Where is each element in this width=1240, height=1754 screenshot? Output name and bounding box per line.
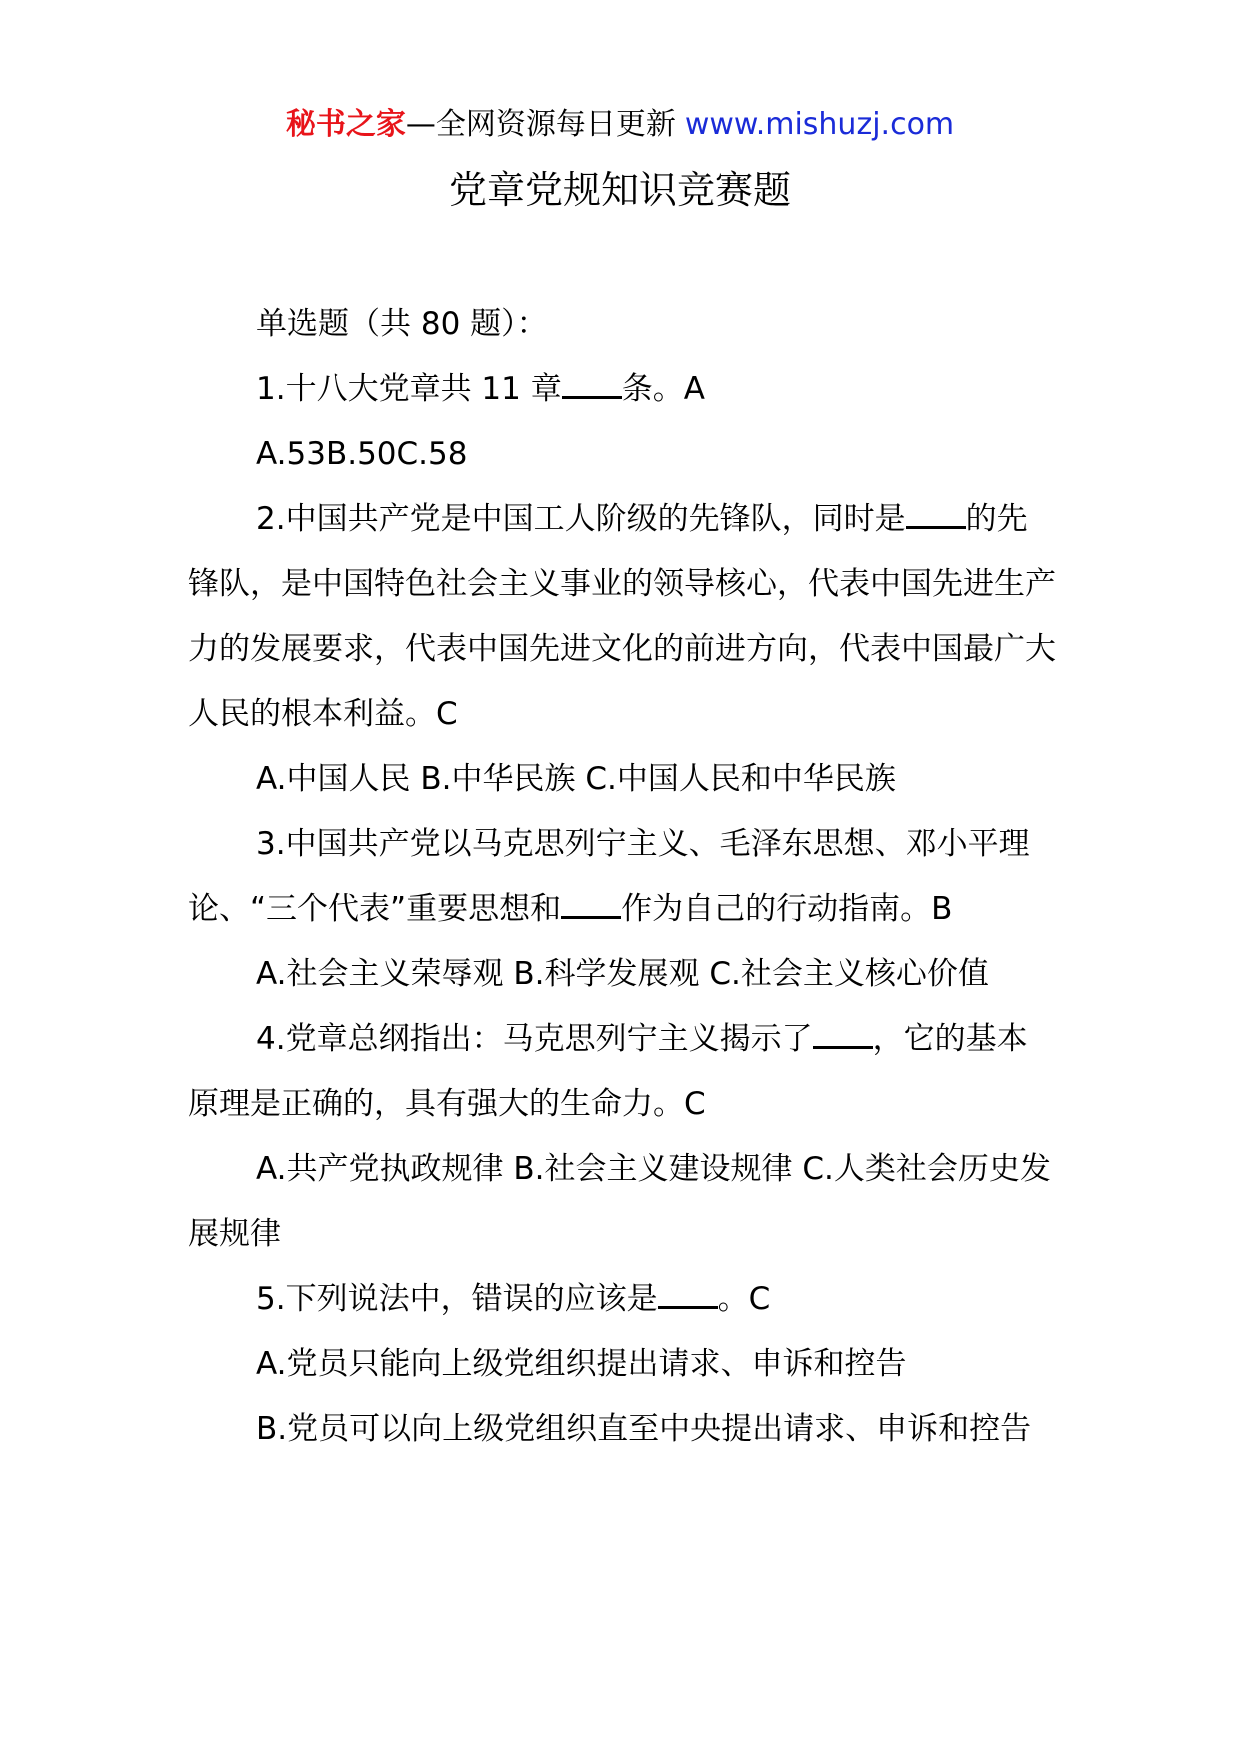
site-header [0,98,1240,152]
answer-blank [658,1275,718,1309]
answer-blank [813,1015,873,1049]
question-2-options: A.中国人民 B.中华民族 C.中国人民和中华民族 [256,761,896,797]
site-brand: 秘书之家 [285,107,406,142]
site-url-link[interactable]: www.mishuzj.com [684,107,955,142]
question-1-options: A.53B.50C.58 [256,436,468,472]
document-body [188,292,1056,1462]
question-3-options: A.社会主义荣辱观 B.科学发展观 C.社会主义核心价值 [256,956,989,992]
answer-blank [561,885,621,919]
section-heading: 单选题（共 80 题）： [256,306,548,342]
question-3: 3.中国共产党以马克思列宁主义、毛泽东思想、邓小平理论、“三个代表”重要思想和 作为自己的行动指南。B [188,826,1030,927]
site-tagline: —全网资源每日更新 [405,107,676,142]
question-1: 1.十八大党章共 11 章 条。A [188,357,1056,422]
question-5: 5.下列说法中，错误的应该是 。C [188,1267,1056,1332]
answer-blank [906,495,966,529]
question-5-option-b: B.党员可以向上级党组织直至中央提出请求、申诉和控告 [256,1411,1032,1447]
question-5-option-a: A.党员只能向上级党组织提出请求、申诉和控告 [256,1346,907,1382]
question-2: 2.中国共产党是中国工人阶级的先锋队，同时是 的先锋队，是中国特色社会主义事业的领导核心，代表中国先进生产力的发展要求，代表中国先进文化的前进方向，代表中国最广大人民的根本利益。C [188,487,1056,747]
question-4-options: A.共产党执政规律 B.社会主义建设规律 C.人类社会历史发展规律 [188,1151,1051,1252]
answer-blank [562,365,622,399]
document-title: 党章党规知识竞赛题 [448,168,791,212]
question-4: 4.党章总纲指出：马克思列宁主义揭示了 ，它的基本原理是正确的，具有强大的生命力。C [188,1007,1056,1137]
